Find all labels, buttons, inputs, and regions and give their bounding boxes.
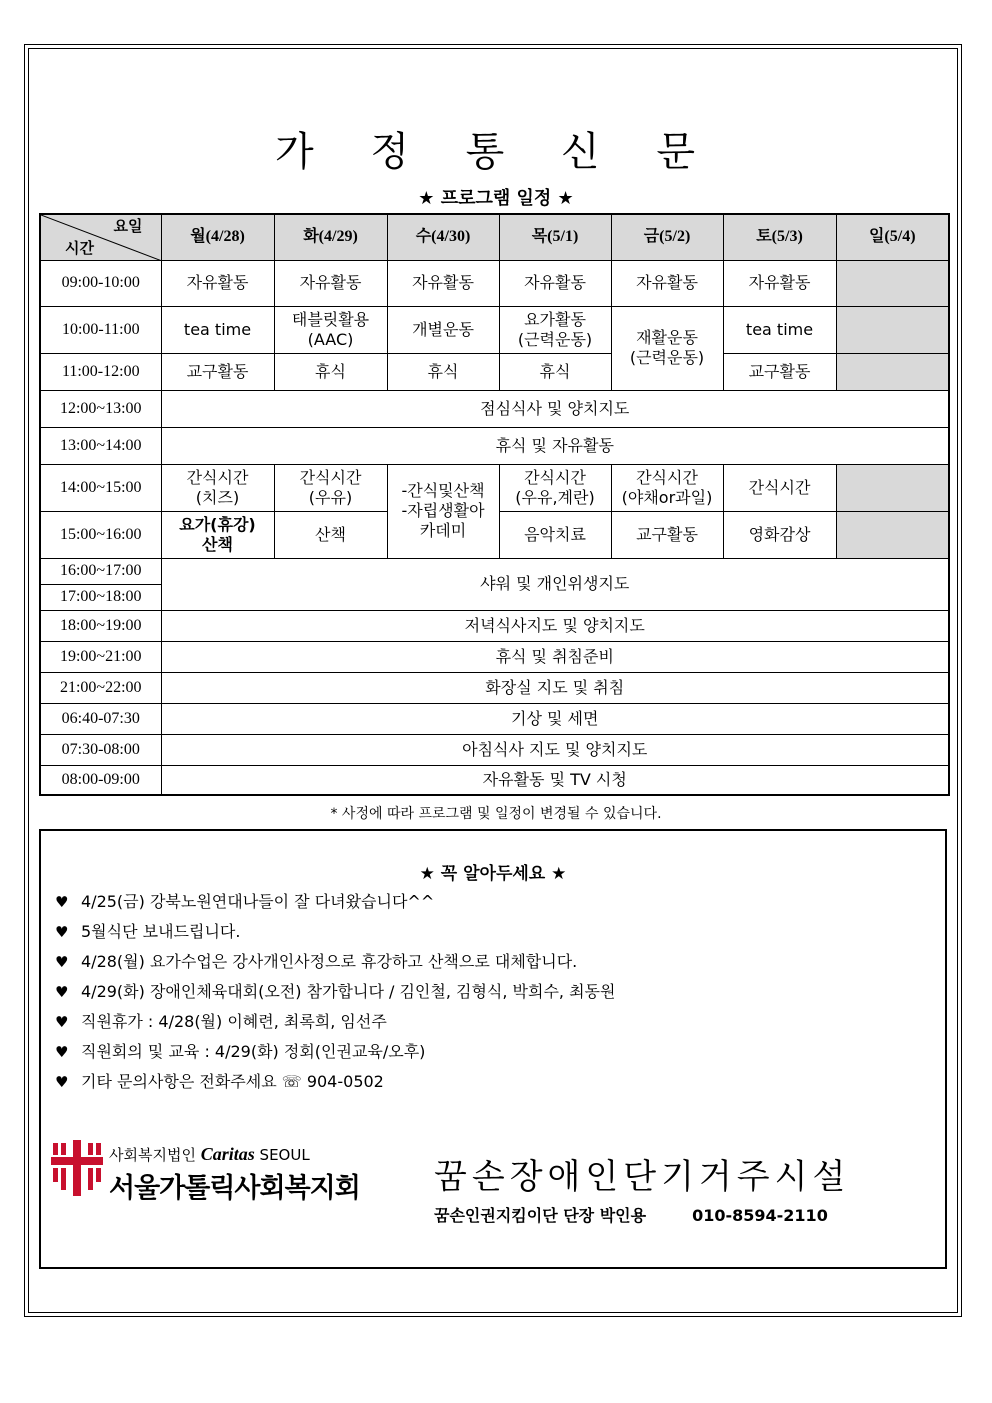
activity-cell: 간식시간 (야채or과일) [611, 464, 723, 511]
schedule-table [39, 213, 950, 796]
activity-cell: 휴식 [499, 353, 611, 390]
activity-cell: 휴식 [387, 353, 499, 390]
activity-cell: tea time [161, 306, 274, 353]
time-cell: 13:00~14:00 [40, 427, 161, 464]
activity-cell: 자유활동 [387, 260, 499, 306]
corner-cell [40, 214, 161, 260]
facility-contact [434, 1203, 828, 1226]
table-row [40, 427, 949, 464]
corner-diagonal [41, 215, 161, 260]
merged-activity-cell: 화장실 지도 및 취침 [161, 672, 949, 703]
time-cell: 14:00~15:00 [40, 464, 161, 511]
notice-text: 4/28(월) 요가수업은 강사개인사정으로 휴강하고 산책으로 대체합니다. [81, 952, 578, 971]
time-cell: 18:00~19:00 [40, 610, 161, 641]
activity-cell: 요가(휴강) 산책 [161, 511, 274, 558]
day-header-sat: 토(5/3) [723, 214, 836, 260]
schedule-note: * 사정에 따라 프로그램 및 일정이 변경될 수 있습니다. [330, 806, 662, 822]
notice-text: 4/29(화) 장애인체육대회(오전) 참가합니다 / 김인철, 김형식, 박희수, 최동원 [81, 982, 616, 1001]
time-cell: 09:00-10:00 [40, 260, 161, 306]
activity-cell: 교구활동 [161, 353, 274, 390]
page-title: 가 정 통 신 문 [274, 129, 718, 175]
list-item [55, 1067, 915, 1097]
list-item [55, 887, 915, 917]
activity-cell: 음악치료 [499, 511, 611, 558]
list-item [55, 947, 915, 977]
merged-activity-cell: 저녁식사지도 및 양치지도 [161, 610, 949, 641]
activity-cell: 간식시간 (우유) [274, 464, 387, 511]
empty-sunday-cell [836, 464, 949, 511]
heart-icon: ♥ [55, 953, 69, 971]
notice-text: 직원회의 및 교육 : 4/29(화) 정회(인권교육/오후) [81, 1042, 426, 1061]
empty-sunday-cell [836, 260, 949, 306]
heart-icon: ♥ [55, 1043, 69, 1061]
day-header-tue: 화(4/29) [274, 214, 387, 260]
merged-activity-cell: 아침식사 지도 및 양치지도 [161, 734, 949, 765]
day-header-sun: 일(5/4) [836, 214, 949, 260]
list-item [55, 917, 915, 947]
schedule-subtitle: ★ 프로그램 일정 ★ [418, 188, 574, 209]
activity-cell: 교구활동 [723, 353, 836, 390]
list-item [55, 1037, 915, 1067]
activity-cell: 간식시간 [723, 464, 836, 511]
activity-cell: 태블릿활용 (AAC) [274, 306, 387, 353]
activity-cell: 재활운동 (근력운동) [611, 306, 723, 390]
merged-activity-cell: 샤워 및 개인위생지도 [161, 558, 949, 610]
contact-phone: 010-8594-2110 [692, 1206, 828, 1225]
merged-activity-cell: 휴식 및 취침준비 [161, 641, 949, 672]
time-cell: 06:40-07:30 [40, 703, 161, 734]
heart-icon: ♥ [55, 923, 69, 941]
activity-cell: 교구활동 [611, 511, 723, 558]
corner-time-label: 시간 [65, 238, 94, 257]
time-cell: 17:00~18:00 [40, 584, 161, 610]
time-cell: 12:00~13:00 [40, 390, 161, 427]
table-row [40, 260, 949, 306]
logo-subtitle [109, 1144, 310, 1165]
heart-icon: ♥ [55, 1013, 69, 1031]
table-row [40, 610, 949, 641]
logo-name: 서울가톨릭사회복지회 [109, 1173, 360, 1204]
activity-cell: 자유활동 [723, 260, 836, 306]
day-header-wed: 수(4/30) [387, 214, 499, 260]
header-row [40, 214, 949, 260]
time-cell: 07:30-08:00 [40, 734, 161, 765]
logo-prefix: 사회복지법인 [109, 1146, 196, 1164]
table-row [40, 641, 949, 672]
empty-sunday-cell [836, 511, 949, 558]
activity-cell: 간식시간 (치즈) [161, 464, 274, 511]
notice-text: 4/25(금) 강북노원연대나들이 잘 다녀왔습니다^^ [81, 892, 435, 911]
list-item [55, 1007, 915, 1037]
activity-cell: 간식시간 (우유,계란) [499, 464, 611, 511]
table-row [40, 703, 949, 734]
notice-text: 직원휴가 : 4/28(월) 이혜련, 최록희, 임선주 [81, 1012, 387, 1031]
table-row [40, 558, 949, 584]
table-row [40, 353, 949, 390]
time-cell: 19:00~21:00 [40, 641, 161, 672]
caritas-cross-icon [51, 1140, 103, 1196]
logo-suffix: SEOUL [259, 1146, 310, 1164]
notice-text: 기타 문의사항은 전화주세요 ☏ 904-0502 [81, 1072, 384, 1091]
day-header-fri: 금(5/2) [611, 214, 723, 260]
activity-cell: 산책 [274, 511, 387, 558]
activity-cell: 요가활동 (근력운동) [499, 306, 611, 353]
notice-text: 5월식단 보내드립니다. [81, 922, 241, 941]
list-item [55, 977, 915, 1007]
activity-cell: 자유활동 [499, 260, 611, 306]
activity-cell: tea time [723, 306, 836, 353]
time-cell: 16:00~17:00 [40, 558, 161, 584]
notice-title: ★ 꼭 알아두세요 ★ [419, 864, 567, 884]
activity-cell: 휴식 [274, 353, 387, 390]
day-header-thu: 목(5/1) [499, 214, 611, 260]
notice-list [55, 887, 915, 1097]
time-cell: 15:00~16:00 [40, 511, 161, 558]
activity-cell: -간식및산책 -자립생활아 카데미 [387, 464, 499, 558]
merged-activity-cell: 기상 및 세면 [161, 703, 949, 734]
table-row [40, 672, 949, 703]
time-cell: 10:00-11:00 [40, 306, 161, 353]
notice-box [39, 829, 947, 1269]
time-cell: 08:00-09:00 [40, 765, 161, 795]
day-header-mon: 월(4/28) [161, 214, 274, 260]
time-cell: 11:00-12:00 [40, 353, 161, 390]
activity-cell: 개별운동 [387, 306, 499, 353]
caritas-logo [51, 1136, 381, 1226]
facility-name: 꿈손장애인단기거주시설 [434, 1157, 851, 1197]
logo-brand: Caritas [200, 1144, 255, 1164]
time-cell: 21:00~22:00 [40, 672, 161, 703]
heart-icon: ♥ [55, 893, 69, 911]
contact-name: 꿈손인권지킴이단 단장 박인용 [434, 1206, 647, 1225]
table-row [40, 765, 949, 795]
heart-icon: ♥ [55, 983, 69, 1001]
empty-sunday-cell [836, 306, 949, 353]
activity-cell: 자유활동 [611, 260, 723, 306]
merged-activity-cell: 점심식사 및 양치지도 [161, 390, 949, 427]
activity-cell: 자유활동 [274, 260, 387, 306]
table-row [40, 464, 949, 511]
merged-activity-cell: 휴식 및 자유활동 [161, 427, 949, 464]
merged-activity-cell: 자유활동 및 TV 시청 [161, 765, 949, 795]
table-row [40, 306, 949, 353]
heart-icon: ♥ [55, 1073, 69, 1091]
activity-cell: 영화감상 [723, 511, 836, 558]
empty-sunday-cell [836, 353, 949, 390]
activity-cell: 자유활동 [161, 260, 274, 306]
table-row [40, 390, 949, 427]
table-row [40, 734, 949, 765]
corner-day-label: 요일 [113, 217, 143, 236]
